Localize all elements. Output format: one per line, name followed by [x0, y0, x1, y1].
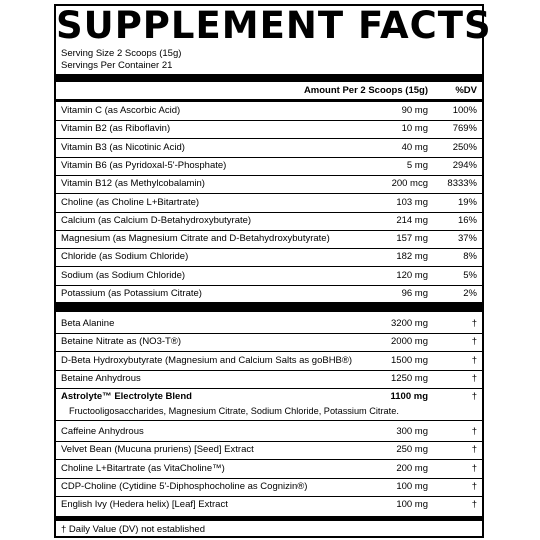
nutrient-dv: † — [471, 336, 477, 348]
blend-row — [56, 388, 482, 421]
nutrient-amount: 40 mg — [401, 141, 428, 153]
nutrient-row — [56, 333, 482, 352]
nutrient-row — [56, 102, 482, 121]
nutrient-amount: 300 mg — [396, 426, 428, 437]
nutrient-dv: 16% — [457, 214, 477, 226]
nutrient-amount: 182 mg — [396, 251, 428, 263]
blend-name: Astrolyte™ Electrolyte Blend — [61, 391, 192, 402]
nutrient-row — [56, 441, 482, 460]
nutrient-dv: † — [471, 354, 477, 366]
nutrient-row — [56, 175, 482, 194]
nutrient-row — [56, 267, 482, 286]
nutrient-row — [56, 194, 482, 213]
nutrient-name: CDP-Choline (Cytidine 5'-Diphosphocholine as Cognizin®) — [61, 480, 308, 492]
nutrient-amount: 250 mg — [396, 444, 428, 456]
nutrient-dv: 2% — [463, 288, 477, 299]
nutrient-row — [56, 352, 482, 371]
nutrient-amount: 96 mg — [401, 288, 428, 299]
nutrient-name: Betaine Nitrate as (NO3-T®) — [61, 336, 181, 348]
nutrient-dv: † — [471, 318, 477, 329]
nutrient-name: Beta Alanine — [61, 318, 115, 329]
nutrient-dv: 8333% — [447, 178, 477, 190]
nutrient-dv: 19% — [457, 196, 477, 208]
nutrient-row — [56, 496, 482, 514]
nutrient-row — [56, 285, 482, 303]
nutrient-amount: 1500 mg — [391, 354, 428, 366]
nutrient-name: Betaine Anhydrous — [61, 372, 141, 384]
panel-title: SUPPLEMENT FACTS — [56, 4, 492, 47]
nutrient-dv: † — [471, 480, 477, 492]
nutrient-amount: 157 mg — [396, 233, 428, 245]
nutrient-name: Caffeine Anhydrous — [61, 426, 144, 437]
nutrient-name: Vitamin C (as Ascorbic Acid) — [61, 105, 181, 116]
dv-header: %DV — [455, 85, 477, 96]
nutrient-row — [56, 212, 482, 231]
nutrient-name: English Ivy (Hedera helix) [Leaf] Extract — [61, 499, 228, 511]
nutrient-name: D-Beta Hydroxybutyrate (Magnesium and Calcium Salts as goBHB®) — [61, 354, 353, 366]
amount-header: Amount Per 2 Scoops (15g) — [303, 85, 428, 96]
nutrient-name: Vitamin B12 (as Methylcobalamin) — [61, 178, 205, 190]
serving-size: Serving Size 2 Scoops (15g) — [61, 48, 182, 59]
nutrient-dv: 769% — [452, 123, 477, 135]
nutrient-dv: † — [471, 444, 477, 456]
nutrient-dv: 8% — [463, 251, 477, 263]
nutrient-row — [56, 423, 482, 442]
blend-amount: 1100 mg — [390, 391, 428, 402]
nutrient-amount: 200 mg — [396, 462, 428, 474]
nutrient-dv: † — [471, 499, 477, 511]
nutrient-amount: 214 mg — [396, 214, 428, 226]
nutrient-name: Choline (as Choline L+Bitartrate) — [61, 196, 200, 208]
thick-divider — [56, 74, 482, 82]
nutrient-amount: 5 mg — [406, 159, 428, 171]
nutrient-dv: 250% — [452, 141, 477, 153]
nutrient-row — [56, 248, 482, 267]
nutrient-row — [56, 370, 482, 389]
thick-divider — [56, 302, 482, 312]
blend-contents: Fructooligosaccharides, Magnesium Citrate, Sodium Chloride, Potassium Citrate. — [69, 406, 399, 416]
nutrient-dv: † — [471, 426, 477, 437]
footnote: † Daily Value (DV) not established — [61, 524, 205, 535]
thick-divider — [56, 516, 482, 521]
nutrient-name: Choline L+Bitartrate (as VitaCholine™) — [61, 462, 225, 474]
nutrient-dv: † — [471, 372, 477, 384]
nutrient-name: Sodium (as Sodium Chloride) — [61, 269, 186, 281]
servings-per-container: Servings Per Container 21 — [61, 60, 173, 71]
nutrient-row — [56, 230, 482, 249]
nutrient-dv: 37% — [457, 233, 477, 245]
nutrient-name: Velvet Bean (Mucuna pruriens) [Seed] Extract — [61, 444, 254, 456]
nutrient-amount: 100 mg — [396, 499, 428, 511]
nutrient-name: Magnesium (as Magnesium Citrate and D-Betahydroxybutyrate) — [61, 233, 330, 245]
blend-dv: † — [471, 391, 477, 402]
nutrient-row — [56, 157, 482, 176]
nutrient-amount: 120 mg — [396, 269, 428, 281]
nutrient-amount: 2000 mg — [391, 336, 428, 348]
nutrient-amount: 1250 mg — [391, 372, 428, 384]
nutrient-name: Vitamin B2 (as Riboflavin) — [61, 123, 171, 135]
nutrient-row — [56, 315, 482, 334]
nutrient-dv: † — [471, 462, 477, 474]
nutrient-row — [56, 460, 482, 479]
nutrient-amount: 10 mg — [401, 123, 428, 135]
nutrient-dv: 294% — [452, 159, 477, 171]
nutrient-name: Vitamin B3 (as Nicotinic Acid) — [61, 141, 185, 153]
nutrient-row — [56, 478, 482, 497]
nutrient-dv: 5% — [463, 269, 477, 281]
nutrient-name: Potassium (as Potassium Citrate) — [61, 288, 202, 299]
nutrient-row — [56, 120, 482, 139]
supplement-facts-panel — [54, 4, 492, 538]
nutrient-name: Calcium (as Calcium D-Betahydroxybutyrate) — [61, 214, 252, 226]
nutrient-name: Vitamin B6 (as Pyridoxal-5'-Phosphate) — [61, 159, 227, 171]
nutrient-amount: 103 mg — [396, 196, 428, 208]
nutrient-amount: 90 mg — [401, 105, 428, 116]
nutrient-amount: 100 mg — [396, 480, 428, 492]
nutrient-amount: 200 mcg — [391, 178, 428, 190]
nutrient-name: Chloride (as Sodium Chloride) — [61, 251, 189, 263]
nutrient-dv: 100% — [452, 105, 477, 116]
nutrient-amount: 3200 mg — [391, 318, 428, 329]
nutrient-row — [56, 139, 482, 158]
